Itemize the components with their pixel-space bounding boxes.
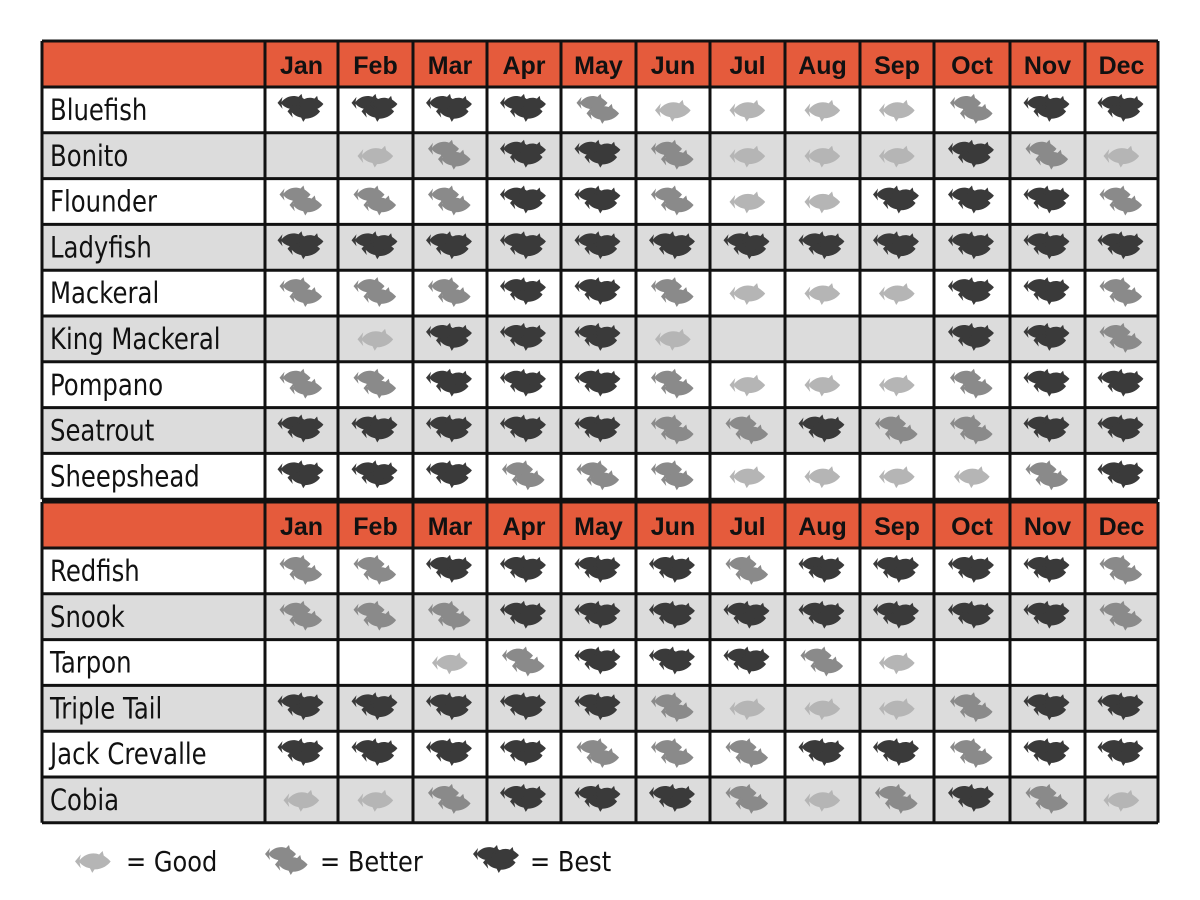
fish-name-label: Cobia (50, 784, 120, 818)
fish-row-triple-tail (42, 685, 1158, 731)
month-header-mar: Mar (427, 513, 473, 541)
month-header-apr: Apr (502, 52, 546, 80)
fish-row-seatrout (42, 408, 1158, 454)
month-header-jul: Jul (729, 513, 766, 541)
month-header-dec: Dec (1098, 513, 1145, 541)
fish-row-bluefish (42, 87, 1158, 133)
good-fish-icon (68, 841, 118, 881)
month-header-sep: Sep (874, 52, 920, 80)
fish-name-label: Ladyfish (50, 231, 152, 265)
fish-row-mackeral (42, 270, 1158, 316)
month-header-nov: Nov (1023, 52, 1072, 80)
month-header-feb: Feb (353, 513, 398, 541)
fish-row-pompano (42, 362, 1158, 408)
fish-name-label: Flounder (50, 185, 157, 220)
fish-name-label: Seatrout (50, 414, 155, 449)
fish-name-label: Snook (50, 600, 125, 635)
legend-good-fish-icon (75, 851, 111, 873)
fish-row-bonito (42, 133, 1158, 179)
fish-name-label: Bonito (50, 139, 129, 174)
month-header-sep: Sep (874, 513, 920, 541)
fish-row-tarpon (42, 640, 1158, 686)
month-header-dec: Dec (1098, 52, 1145, 80)
fish-name-label: Bluefish (50, 94, 148, 128)
month-header-jan: Jan (279, 52, 324, 80)
header-corner (42, 41, 265, 87)
month-header-oct: Oct (951, 513, 993, 541)
month-header-jul: Jul (729, 52, 766, 80)
month-header-may: May (574, 513, 623, 541)
fish-name-label: King Mackeral (50, 323, 221, 357)
fish-row-sheepshead (42, 453, 1158, 499)
legend-best-fish-icon (473, 845, 519, 873)
month-header-feb: Feb (353, 52, 398, 80)
month-header-jan: Jan (279, 513, 324, 541)
calendar-table-1 (42, 41, 1158, 499)
fish-row-flounder (42, 179, 1158, 225)
fish-name-label: Mackeral (50, 277, 160, 311)
header-corner (42, 502, 265, 548)
fish-name-label: Pompano (50, 368, 164, 403)
legend-item-good (68, 838, 232, 884)
month-header-may: May (574, 52, 623, 80)
fish-name-label: Tarpon (50, 646, 132, 681)
fish-name-label: Sheepshead (50, 460, 200, 494)
month-header-jun: Jun (650, 513, 696, 541)
calendar-table-2 (42, 502, 1158, 823)
legend-label-best: = Best (530, 844, 612, 878)
legend-item-best (472, 838, 624, 884)
fish-row-king-mackeral (42, 316, 1158, 362)
fish-row-redfish (42, 548, 1158, 594)
fish-row-ladyfish (42, 224, 1158, 270)
legend-label-better: = Better (320, 844, 423, 878)
legend-item-better (262, 838, 440, 884)
month-header-mar: Mar (427, 52, 473, 80)
best-fish-icon (472, 841, 522, 881)
fish-name-label: Jack Crevalle (50, 738, 207, 772)
month-header-apr: Apr (502, 513, 546, 541)
month-header-nov: Nov (1023, 513, 1072, 541)
month-header-oct: Oct (951, 52, 993, 80)
fish-row-snook (42, 594, 1158, 640)
month-header-aug: Aug (798, 52, 847, 80)
month-header-aug: Aug (798, 513, 847, 541)
legend-label-good: = Good (126, 844, 218, 878)
month-header-jun: Jun (650, 52, 696, 80)
fish-name-label: Redfish (50, 555, 140, 589)
legend (0, 838, 1200, 888)
fish-row-cobia (42, 777, 1158, 823)
fish-name-label: Triple Tail (50, 692, 163, 726)
better-fish-icon (262, 841, 312, 881)
fish-row-jack-crevalle (42, 731, 1158, 777)
legend-better-fish-icon (265, 845, 308, 875)
